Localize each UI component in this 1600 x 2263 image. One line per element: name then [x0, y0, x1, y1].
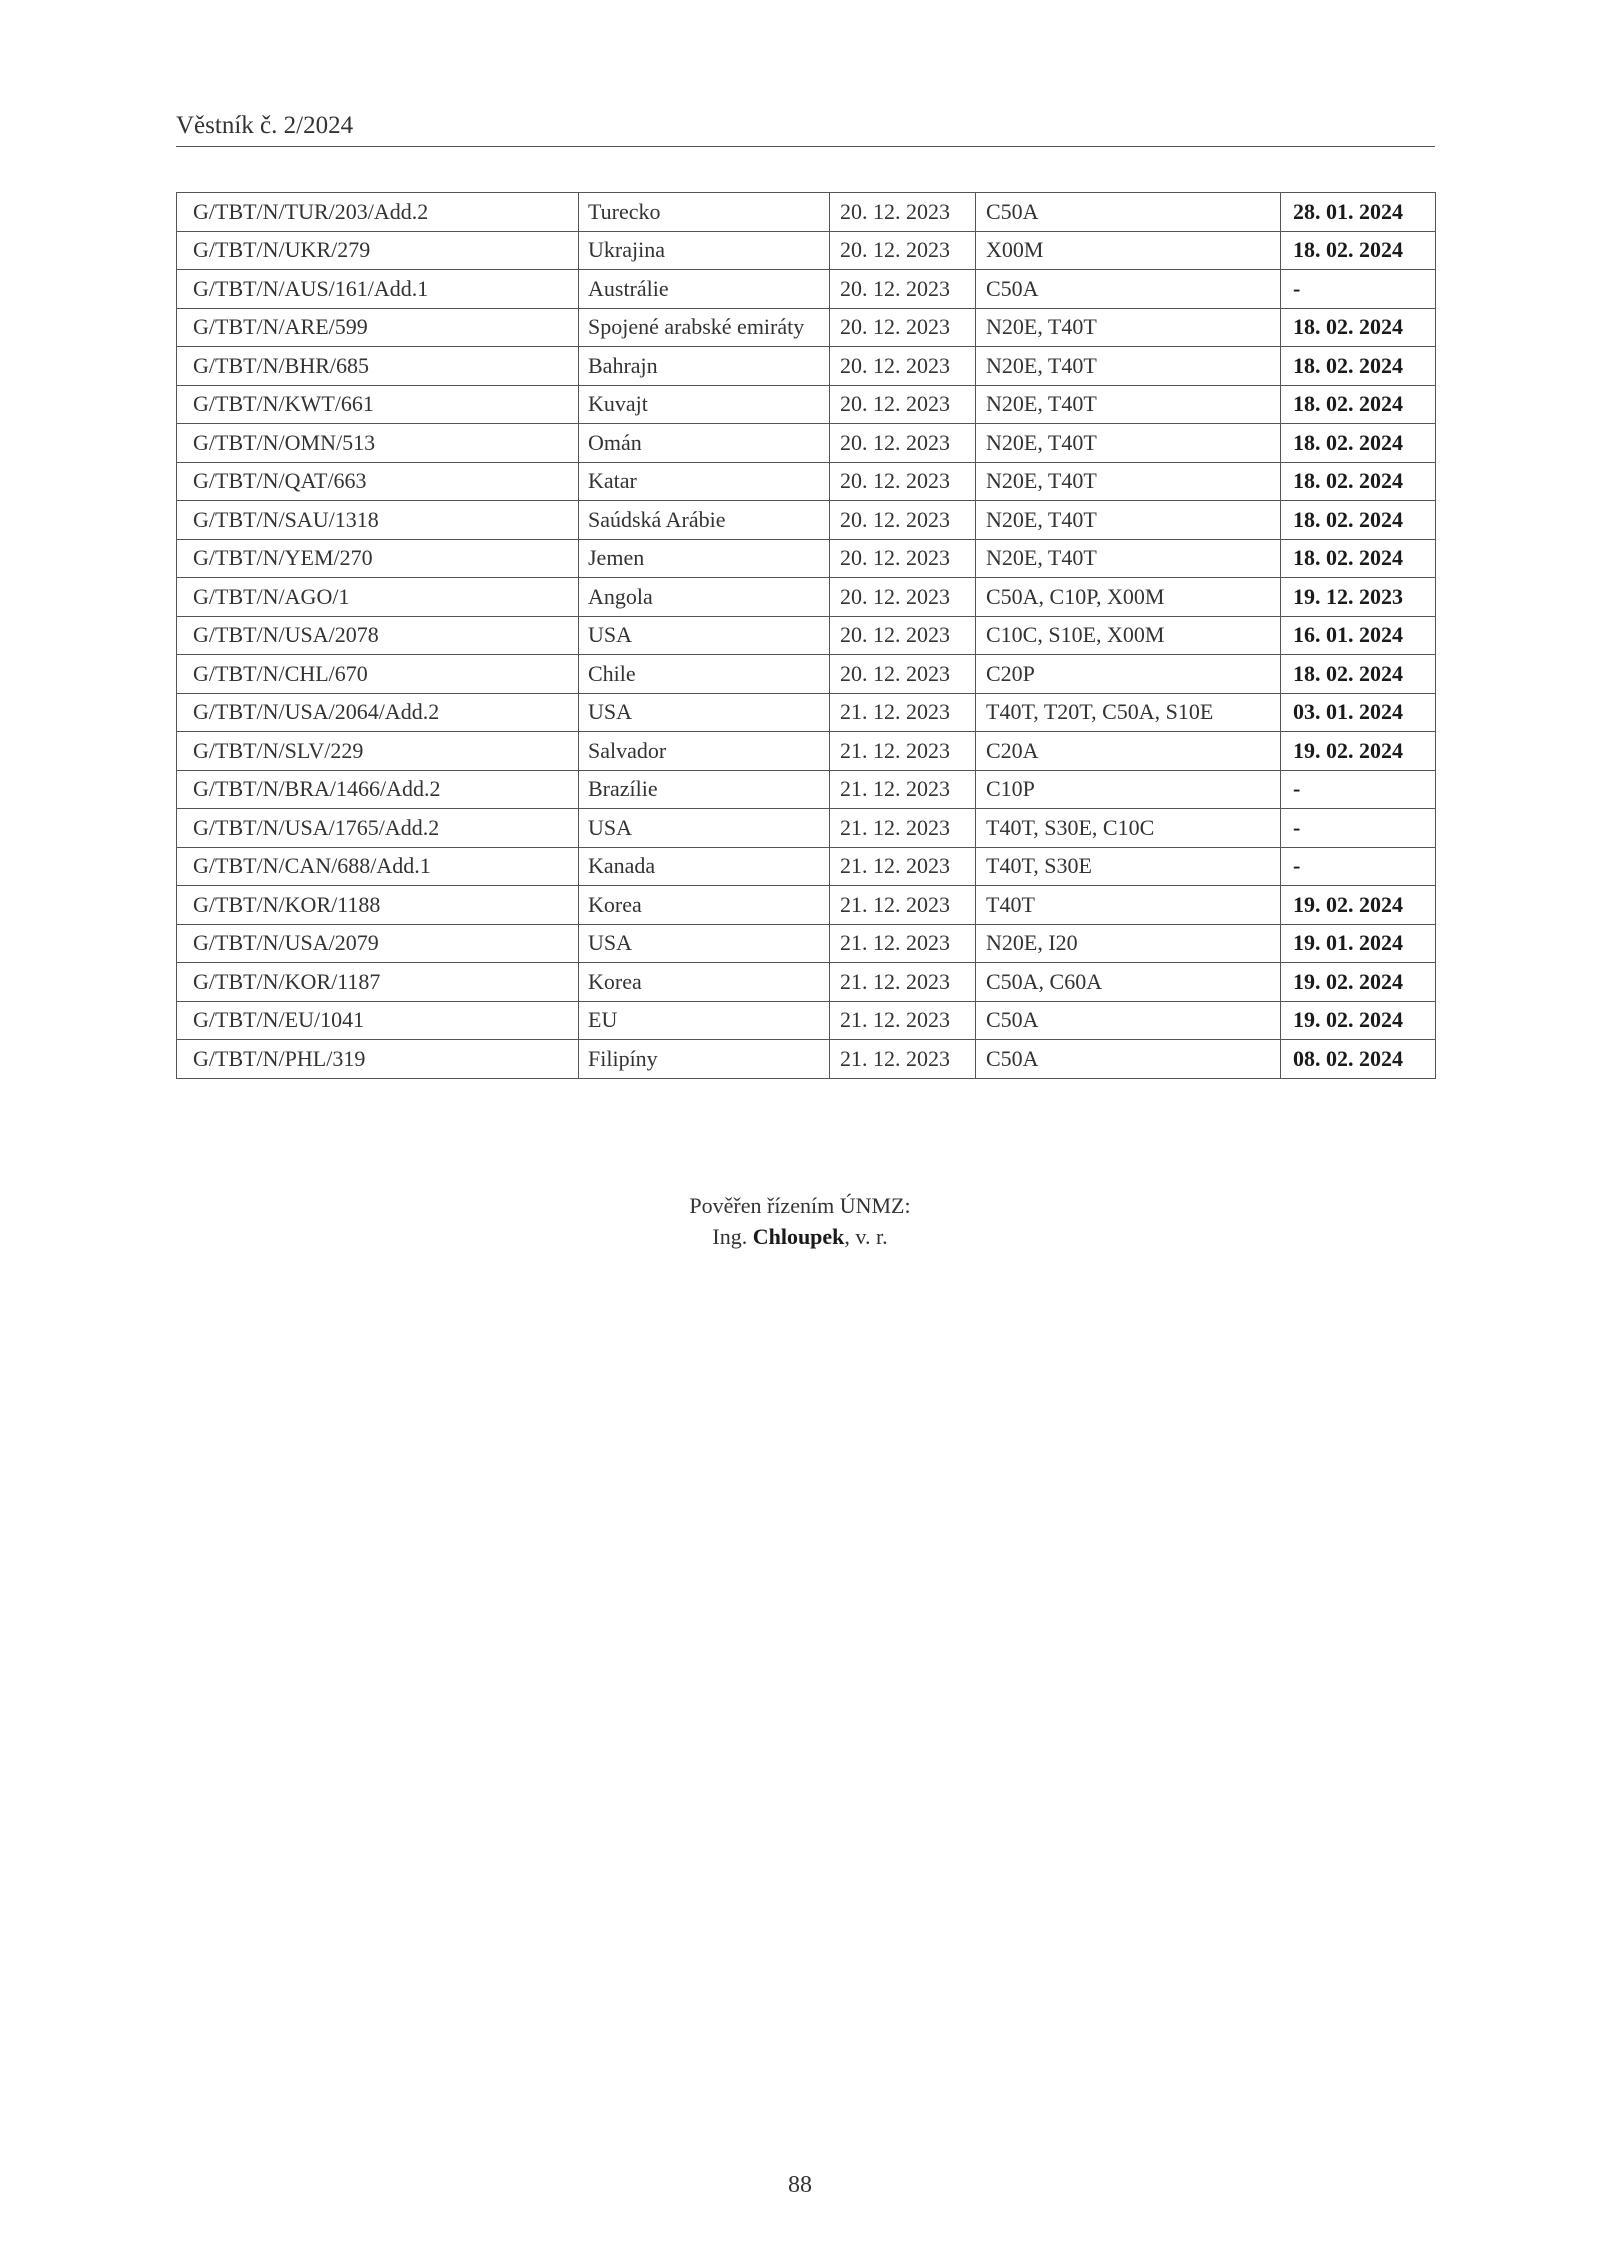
ics-codes-cell: N20E, T40T: [976, 347, 1281, 386]
notification-symbol-cell: G/TBT/N/SAU/1318: [177, 501, 579, 540]
page-number: 88: [788, 2172, 812, 2198]
ics-codes-cell: C10P: [976, 770, 1281, 809]
table-row: [177, 347, 1436, 386]
comment-deadline-cell: 28. 01. 2024: [1281, 193, 1436, 232]
notification-symbol-cell: G/TBT/N/AUS/161/Add.1: [177, 270, 579, 309]
table-row: [177, 1040, 1436, 1079]
notification-date-cell: 20. 12. 2023: [830, 655, 976, 694]
country-cell: Turecko: [579, 193, 830, 232]
ics-codes-cell: N20E, T40T: [976, 385, 1281, 424]
page-header-title: Věstník č. 2/2024: [176, 112, 354, 139]
notification-symbol-cell: G/TBT/N/KOR/1187: [177, 963, 579, 1002]
table-row: [177, 462, 1436, 501]
country-cell: USA: [579, 693, 830, 732]
country-cell: Ukrajina: [579, 231, 830, 270]
notification-date-cell: 20. 12. 2023: [830, 193, 976, 232]
country-cell: USA: [579, 809, 830, 848]
country-cell: Angola: [579, 578, 830, 617]
table-row: [177, 501, 1436, 540]
table-row: [177, 809, 1436, 848]
ics-codes-cell: C10C, S10E, X00M: [976, 616, 1281, 655]
ics-codes-cell: C20A: [976, 732, 1281, 771]
country-cell: Kuvajt: [579, 385, 830, 424]
notification-date-cell: 20. 12. 2023: [830, 578, 976, 617]
notification-date-cell: 20. 12. 2023: [830, 308, 976, 347]
notification-symbol-cell: G/TBT/N/QAT/663: [177, 462, 579, 501]
notification-date-cell: 21. 12. 2023: [830, 1040, 976, 1079]
comment-deadline-cell: 19. 02. 2024: [1281, 886, 1436, 925]
notification-symbol-cell: G/TBT/N/BRA/1466/Add.2: [177, 770, 579, 809]
table-row: [177, 193, 1436, 232]
table-row: [177, 270, 1436, 309]
notification-date-cell: 21. 12. 2023: [830, 1001, 976, 1040]
comment-deadline-cell: 16. 01. 2024: [1281, 616, 1436, 655]
ics-codes-cell: C50A, C10P, X00M: [976, 578, 1281, 617]
notification-symbol-cell: G/TBT/N/AGO/1: [177, 578, 579, 617]
notification-symbol-cell: G/TBT/N/YEM/270: [177, 539, 579, 578]
comment-deadline-cell: 19. 12. 2023: [1281, 578, 1436, 617]
notification-symbol-cell: G/TBT/N/USA/2079: [177, 924, 579, 963]
table-row: [177, 693, 1436, 732]
country-cell: Korea: [579, 963, 830, 1002]
notification-symbol-cell: G/TBT/N/CAN/688/Add.1: [177, 847, 579, 886]
notification-symbol-cell: G/TBT/N/UKR/279: [177, 231, 579, 270]
notification-symbol-cell: G/TBT/N/TUR/203/Add.2: [177, 193, 579, 232]
comment-deadline-cell: 19. 02. 2024: [1281, 1001, 1436, 1040]
notification-date-cell: 20. 12. 2023: [830, 270, 976, 309]
notification-date-cell: 20. 12. 2023: [830, 616, 976, 655]
notification-symbol-cell: G/TBT/N/CHL/670: [177, 655, 579, 694]
ics-codes-cell: C20P: [976, 655, 1281, 694]
ics-codes-cell: C50A, C60A: [976, 963, 1281, 1002]
country-cell: Omán: [579, 424, 830, 463]
comment-deadline-cell: 18. 02. 2024: [1281, 462, 1436, 501]
country-cell: USA: [579, 616, 830, 655]
notification-symbol-cell: G/TBT/N/PHL/319: [177, 1040, 579, 1079]
signature-suffix: , v. r.: [844, 1224, 888, 1249]
notification-symbol-cell: G/TBT/N/KWT/661: [177, 385, 579, 424]
comment-deadline-cell: 18. 02. 2024: [1281, 385, 1436, 424]
notification-date-cell: 21. 12. 2023: [830, 693, 976, 732]
ics-codes-cell: N20E, T40T: [976, 308, 1281, 347]
notification-symbol-cell: G/TBT/N/KOR/1188: [177, 886, 579, 925]
notification-date-cell: 20. 12. 2023: [830, 347, 976, 386]
comment-deadline-cell: 18. 02. 2024: [1281, 655, 1436, 694]
comment-deadline-cell: 18. 02. 2024: [1281, 231, 1436, 270]
comment-deadline-cell: 18. 02. 2024: [1281, 501, 1436, 540]
comment-deadline-cell: 18. 02. 2024: [1281, 539, 1436, 578]
ics-codes-cell: N20E, T40T: [976, 501, 1281, 540]
comment-deadline-cell: 08. 02. 2024: [1281, 1040, 1436, 1079]
notification-date-cell: 20. 12. 2023: [830, 539, 976, 578]
table-row: [177, 385, 1436, 424]
ics-codes-cell: C50A: [976, 270, 1281, 309]
notification-date-cell: 20. 12. 2023: [830, 462, 976, 501]
country-cell: Kanada: [579, 847, 830, 886]
country-cell: Bahrajn: [579, 347, 830, 386]
table-row: [177, 539, 1436, 578]
country-cell: Korea: [579, 886, 830, 925]
table-row: [177, 732, 1436, 771]
notification-date-cell: 21. 12. 2023: [830, 886, 976, 925]
country-cell: Spojené arabské emiráty: [579, 308, 830, 347]
ics-codes-cell: T40T, T20T, C50A, S10E: [976, 693, 1281, 732]
country-cell: Austrálie: [579, 270, 830, 309]
comment-deadline-cell: 18. 02. 2024: [1281, 347, 1436, 386]
notification-date-cell: 21. 12. 2023: [830, 732, 976, 771]
notification-symbol-cell: G/TBT/N/EU/1041: [177, 1001, 579, 1040]
comment-deadline-cell: 18. 02. 2024: [1281, 308, 1436, 347]
comment-deadline-cell: 19. 02. 2024: [1281, 732, 1436, 771]
country-cell: Katar: [579, 462, 830, 501]
ics-codes-cell: T40T, S30E, C10C: [976, 809, 1281, 848]
notification-symbol-cell: G/TBT/N/USA/2064/Add.2: [177, 693, 579, 732]
signature-name-line: [0, 1224, 1600, 1250]
notification-date-cell: 21. 12. 2023: [830, 924, 976, 963]
signature-name: Chloupek: [752, 1224, 845, 1249]
comment-deadline-cell: -: [1281, 270, 1436, 309]
comment-deadline-cell: 03. 01. 2024: [1281, 693, 1436, 732]
ics-codes-cell: N20E, T40T: [976, 539, 1281, 578]
notification-date-cell: 20. 12. 2023: [830, 501, 976, 540]
country-cell: Brazílie: [579, 770, 830, 809]
table-row: [177, 308, 1436, 347]
notification-date-cell: 21. 12. 2023: [830, 963, 976, 1002]
notification-date-cell: 20. 12. 2023: [830, 424, 976, 463]
table-row: [177, 424, 1436, 463]
comment-deadline-cell: -: [1281, 809, 1436, 848]
notification-symbol-cell: G/TBT/N/USA/1765/Add.2: [177, 809, 579, 848]
signature-title: Ing.: [712, 1224, 748, 1249]
notification-symbol-cell: G/TBT/N/BHR/685: [177, 347, 579, 386]
table-body: [177, 193, 1436, 1079]
table-row: [177, 770, 1436, 809]
country-cell: Filipíny: [579, 1040, 830, 1079]
comment-deadline-cell: 19. 01. 2024: [1281, 924, 1436, 963]
ics-codes-cell: N20E, I20: [976, 924, 1281, 963]
table-row: [177, 847, 1436, 886]
comment-deadline-cell: -: [1281, 847, 1436, 886]
notification-date-cell: 21. 12. 2023: [830, 770, 976, 809]
ics-codes-cell: C50A: [976, 1040, 1281, 1079]
country-cell: Salvador: [579, 732, 830, 771]
ics-codes-cell: N20E, T40T: [976, 462, 1281, 501]
table-row: [177, 1001, 1436, 1040]
table-row: [177, 655, 1436, 694]
notification-date-cell: 21. 12. 2023: [830, 809, 976, 848]
country-cell: USA: [579, 924, 830, 963]
header-rule: [176, 146, 1435, 147]
notification-symbol-cell: G/TBT/N/SLV/229: [177, 732, 579, 771]
ics-codes-cell: T40T: [976, 886, 1281, 925]
table-row: [177, 924, 1436, 963]
comment-deadline-cell: -: [1281, 770, 1436, 809]
ics-codes-cell: C50A: [976, 193, 1281, 232]
comment-deadline-cell: 18. 02. 2024: [1281, 424, 1436, 463]
notification-symbol-cell: G/TBT/N/OMN/513: [177, 424, 579, 463]
table-row: [177, 616, 1436, 655]
ics-codes-cell: N20E, T40T: [976, 424, 1281, 463]
country-cell: Chile: [579, 655, 830, 694]
country-cell: Jemen: [579, 539, 830, 578]
ics-codes-cell: C50A: [976, 1001, 1281, 1040]
comment-deadline-cell: 19. 02. 2024: [1281, 963, 1436, 1002]
country-cell: Saúdská Arábie: [579, 501, 830, 540]
table-row: [177, 578, 1436, 617]
country-cell: EU: [579, 1001, 830, 1040]
notification-symbol-cell: G/TBT/N/ARE/599: [177, 308, 579, 347]
notification-date-cell: 21. 12. 2023: [830, 847, 976, 886]
signature-authority-line: Pověřen řízením ÚNMZ:: [689, 1193, 911, 1218]
ics-codes-cell: X00M: [976, 231, 1281, 270]
notification-date-cell: 20. 12. 2023: [830, 385, 976, 424]
table-row: [177, 231, 1436, 270]
table-row: [177, 963, 1436, 1002]
notification-date-cell: 20. 12. 2023: [830, 231, 976, 270]
notification-symbol-cell: G/TBT/N/USA/2078: [177, 616, 579, 655]
ics-codes-cell: T40T, S30E: [976, 847, 1281, 886]
notification-table: [176, 192, 1436, 1079]
table-row: [177, 886, 1436, 925]
